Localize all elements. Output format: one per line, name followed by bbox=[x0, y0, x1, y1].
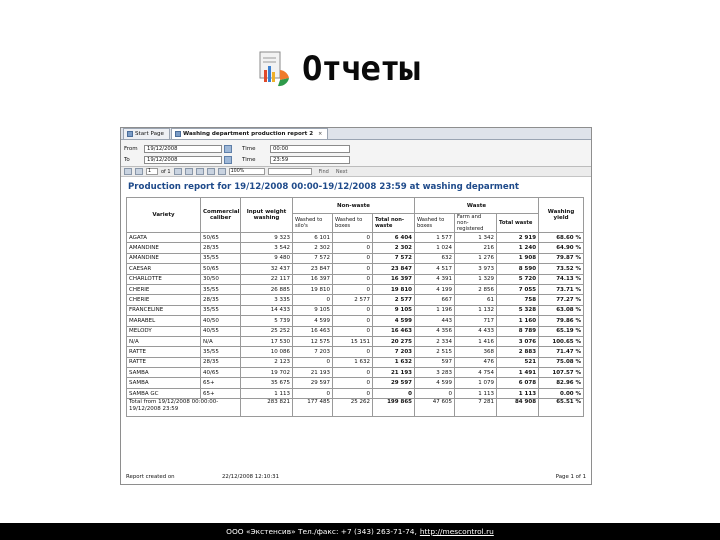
time-to-label: Time bbox=[242, 156, 256, 163]
table-cell: 1 113 bbox=[497, 388, 539, 398]
total-label: Total from 19/12/2008 00:00:00-19/12/2008 23:59 bbox=[127, 399, 241, 417]
table-cell: 1 329 bbox=[455, 274, 497, 284]
header-commercial-caliber: Commercial caliber bbox=[201, 198, 241, 233]
table-cell: CHERIE bbox=[127, 284, 201, 294]
table-cell: AMANDINE bbox=[127, 243, 201, 253]
table-cell: 10 086 bbox=[241, 347, 293, 357]
report-title: Production report for 19/12/2008 00:00-19/12/2008 23:59 at washing deparment bbox=[128, 182, 519, 192]
from-date-field[interactable]: 19/12/2008 bbox=[144, 145, 222, 153]
total-cell: 199 865 bbox=[373, 399, 415, 417]
table-cell: CHERIE bbox=[127, 295, 201, 305]
table-cell: 50/65 bbox=[201, 264, 241, 274]
table-cell: 26 885 bbox=[241, 284, 293, 294]
table-cell: 0 bbox=[333, 368, 373, 378]
next-link[interactable]: Next bbox=[335, 168, 348, 175]
from-label: From bbox=[124, 145, 138, 152]
table-cell: 1 276 bbox=[455, 253, 497, 263]
table-cell: 28/35 bbox=[201, 357, 241, 367]
table-cell: 1 024 bbox=[415, 243, 455, 253]
table-row bbox=[127, 274, 584, 284]
total-cell: 177 485 bbox=[293, 399, 333, 417]
table-cell: 35/55 bbox=[201, 284, 241, 294]
table-cell: 4 754 bbox=[455, 368, 497, 378]
table-cell: 1 632 bbox=[333, 357, 373, 367]
table-cell: 1 577 bbox=[415, 233, 455, 243]
table-cell: 4 391 bbox=[415, 274, 455, 284]
table-cell: 6 404 bbox=[373, 233, 415, 243]
table-cell: 107.57 % bbox=[539, 368, 584, 378]
table-cell: 0 bbox=[333, 388, 373, 398]
last-page-icon[interactable] bbox=[185, 168, 193, 175]
table-cell: 35/55 bbox=[201, 305, 241, 315]
table-cell: 40/65 bbox=[201, 368, 241, 378]
time-to-field[interactable]: 23:59 bbox=[270, 156, 350, 164]
next-page-icon[interactable] bbox=[174, 168, 182, 175]
table-cell: 476 bbox=[455, 357, 497, 367]
table-cell: 19 810 bbox=[293, 284, 333, 294]
table-cell: 61 bbox=[455, 295, 497, 305]
table-cell: 0 bbox=[293, 388, 333, 398]
table-cell: 16 397 bbox=[373, 274, 415, 284]
table-cell: 0 bbox=[333, 326, 373, 336]
slide-footer bbox=[0, 523, 720, 540]
total-cell: 65.51 % bbox=[539, 399, 584, 417]
table-cell: 3 542 bbox=[241, 243, 293, 253]
footer-text: ООО «Экстенсив» Тел./факс: +7 (343) 263-71-74, bbox=[226, 527, 417, 536]
table-cell: 9 480 bbox=[241, 253, 293, 263]
table-cell: 2 302 bbox=[373, 243, 415, 253]
calendar-icon[interactable] bbox=[224, 156, 232, 164]
table-cell: 0 bbox=[333, 284, 373, 294]
table-cell: 0 bbox=[293, 357, 333, 367]
header-total-nonwaste: Total non-waste bbox=[373, 214, 415, 233]
table-cell: 73.52 % bbox=[539, 264, 584, 274]
production-table bbox=[126, 197, 584, 417]
table-row bbox=[127, 284, 584, 294]
report-body bbox=[121, 177, 591, 417]
table-row bbox=[127, 357, 584, 367]
table-cell: 7 203 bbox=[293, 347, 333, 357]
table-row bbox=[127, 347, 584, 357]
table-row bbox=[127, 264, 584, 274]
table-cell: 4 599 bbox=[415, 378, 455, 388]
table-row bbox=[127, 378, 584, 388]
table-cell: 74.13 % bbox=[539, 274, 584, 284]
table-cell: 63.08 % bbox=[539, 305, 584, 315]
table-cell: 2 856 bbox=[455, 284, 497, 294]
table-cell: 0 bbox=[333, 264, 373, 274]
header-waste: Waste bbox=[415, 198, 539, 214]
table-cell: 1 491 bbox=[497, 368, 539, 378]
table-cell: 7 203 bbox=[373, 347, 415, 357]
slide-title bbox=[258, 44, 419, 94]
table-cell: 2 334 bbox=[415, 336, 455, 346]
table-cell: 632 bbox=[415, 253, 455, 263]
table-cell: MELODY bbox=[127, 326, 201, 336]
table-cell: 0 bbox=[293, 295, 333, 305]
table-cell: 3 076 bbox=[497, 336, 539, 346]
first-page-icon[interactable] bbox=[124, 168, 132, 175]
table-cell: 2 577 bbox=[333, 295, 373, 305]
table-cell: 7 572 bbox=[293, 253, 333, 263]
table-cell: N/A bbox=[201, 336, 241, 346]
table-cell: 77.27 % bbox=[539, 295, 584, 305]
header-total-waste: Total waste bbox=[497, 214, 539, 233]
table-cell: AGATA bbox=[127, 233, 201, 243]
created-label: Report created on bbox=[126, 474, 175, 480]
table-cell: RATTE bbox=[127, 357, 201, 367]
total-cell: 7 281 bbox=[455, 399, 497, 417]
table-cell: 79.86 % bbox=[539, 316, 584, 326]
header-waste-boxes: Washed to boxes bbox=[415, 214, 455, 233]
table-cell: 1 113 bbox=[455, 388, 497, 398]
page-number-field[interactable]: 1 bbox=[146, 168, 158, 175]
table-cell: 65.19 % bbox=[539, 326, 584, 336]
table-cell: CAESAR bbox=[127, 264, 201, 274]
table-cell: MARABEL bbox=[127, 316, 201, 326]
table-cell: 23 847 bbox=[373, 264, 415, 274]
table-cell: 4 599 bbox=[293, 316, 333, 326]
table-cell: 20 275 bbox=[373, 336, 415, 346]
table-cell: 1 240 bbox=[497, 243, 539, 253]
table-cell: 19 810 bbox=[373, 284, 415, 294]
created-date: 22/12/2008 12:10:31 bbox=[222, 474, 279, 480]
table-cell: 28/35 bbox=[201, 243, 241, 253]
table-cell: 65+ bbox=[201, 378, 241, 388]
table-cell: 28/35 bbox=[201, 295, 241, 305]
table-row bbox=[127, 243, 584, 253]
header-farm-nonregistered: Farm and non-registered bbox=[455, 214, 497, 233]
table-cell: 14 433 bbox=[241, 305, 293, 315]
table-cell: 3 973 bbox=[455, 264, 497, 274]
table-cell: 9 323 bbox=[241, 233, 293, 243]
table-cell: 216 bbox=[455, 243, 497, 253]
table-cell: 40/55 bbox=[201, 326, 241, 336]
page-icon bbox=[127, 131, 133, 137]
table-row bbox=[127, 233, 584, 243]
page-title: Отчеты bbox=[302, 49, 419, 89]
table-cell: 35/55 bbox=[201, 347, 241, 357]
table-cell: 3 335 bbox=[241, 295, 293, 305]
table-cell: 1 132 bbox=[455, 305, 497, 315]
table-cell: 16 463 bbox=[293, 326, 333, 336]
table-cell: RATTE bbox=[127, 347, 201, 357]
table-cell: 19 702 bbox=[241, 368, 293, 378]
table-cell: CHARLOTTE bbox=[127, 274, 201, 284]
tab-label: Start Page bbox=[135, 131, 164, 137]
table-cell: 16 397 bbox=[293, 274, 333, 284]
table-cell: 21 193 bbox=[373, 368, 415, 378]
table-cell: 4 599 bbox=[373, 316, 415, 326]
table-cell: FRANCELINE bbox=[127, 305, 201, 315]
print-icon[interactable] bbox=[207, 168, 215, 175]
table-cell: 4 356 bbox=[415, 326, 455, 336]
table-cell: 521 bbox=[497, 357, 539, 367]
table-row bbox=[127, 305, 584, 315]
table-cell: 0 bbox=[333, 347, 373, 357]
total-row bbox=[127, 399, 584, 417]
table-cell: 0.00 % bbox=[539, 388, 584, 398]
time-from-label: Time bbox=[242, 145, 256, 152]
table-cell: 1 160 bbox=[497, 316, 539, 326]
calendar-icon[interactable] bbox=[224, 145, 232, 153]
to-label: To bbox=[124, 156, 130, 163]
total-cell: 25 262 bbox=[333, 399, 373, 417]
table-cell: SAMBA bbox=[127, 368, 201, 378]
table-cell: 35 675 bbox=[241, 378, 293, 388]
table-cell: 29 597 bbox=[373, 378, 415, 388]
page-count: of 1 bbox=[161, 168, 171, 175]
table-cell: 1 079 bbox=[455, 378, 497, 388]
table-cell: 35/55 bbox=[201, 253, 241, 263]
table-cell: 597 bbox=[415, 357, 455, 367]
table-cell: 0 bbox=[373, 388, 415, 398]
table-cell: 6 101 bbox=[293, 233, 333, 243]
page-indicator: Page 1 of 1 bbox=[555, 474, 586, 480]
table-cell: 65+ bbox=[201, 388, 241, 398]
table-cell: 40/50 bbox=[201, 316, 241, 326]
table-cell: 0 bbox=[333, 305, 373, 315]
refresh-icon[interactable] bbox=[196, 168, 204, 175]
table-cell: 717 bbox=[455, 316, 497, 326]
table-cell: AMANDINE bbox=[127, 253, 201, 263]
table-cell: 8 789 bbox=[497, 326, 539, 336]
to-date-field[interactable]: 19/12/2008 bbox=[144, 156, 222, 164]
table-cell: 12 575 bbox=[293, 336, 333, 346]
table-cell: 1 632 bbox=[373, 357, 415, 367]
header-non-waste: Non-waste bbox=[293, 198, 415, 214]
table-cell: 6 078 bbox=[497, 378, 539, 388]
table-cell: 5 720 bbox=[497, 274, 539, 284]
tab-label: Washing department production report 2 bbox=[183, 131, 314, 137]
footer-link[interactable]: http://mescontrol.ru bbox=[419, 527, 494, 536]
table-cell: 0 bbox=[333, 233, 373, 243]
report-toolbar bbox=[121, 167, 591, 177]
table-cell: 71.47 % bbox=[539, 347, 584, 357]
table-cell: 1 416 bbox=[455, 336, 497, 346]
tab-start-page[interactable] bbox=[123, 128, 170, 139]
table-cell: 17 530 bbox=[241, 336, 293, 346]
table-cell: N/A bbox=[127, 336, 201, 346]
table-cell: 2 123 bbox=[241, 357, 293, 367]
table-row bbox=[127, 316, 584, 326]
report-icon bbox=[175, 131, 181, 137]
total-cell: 84 908 bbox=[497, 399, 539, 417]
table-cell: 1 113 bbox=[241, 388, 293, 398]
total-cell: 283 821 bbox=[241, 399, 293, 417]
table-cell: 1 196 bbox=[415, 305, 455, 315]
table-row bbox=[127, 253, 584, 263]
report-parameters bbox=[121, 140, 591, 167]
table-cell: 0 bbox=[333, 316, 373, 326]
header-washing-yield: Washing yield bbox=[539, 198, 584, 233]
table-cell: 667 bbox=[415, 295, 455, 305]
table-cell: 9 105 bbox=[373, 305, 415, 315]
table-cell: 368 bbox=[455, 347, 497, 357]
table-cell: 5 739 bbox=[241, 316, 293, 326]
table-cell: 79.87 % bbox=[539, 253, 584, 263]
table-cell: 2 883 bbox=[497, 347, 539, 357]
table-cell: 2 919 bbox=[497, 233, 539, 243]
table-cell: 1 908 bbox=[497, 253, 539, 263]
table-cell: 4 433 bbox=[455, 326, 497, 336]
table-cell: 0 bbox=[333, 253, 373, 263]
table-cell: 32 437 bbox=[241, 264, 293, 274]
table-cell: 23 847 bbox=[293, 264, 333, 274]
table-cell: 0 bbox=[333, 378, 373, 388]
time-from-field[interactable]: 00:00 bbox=[270, 145, 350, 153]
export-icon[interactable] bbox=[218, 168, 226, 175]
zoom-select[interactable]: 100% bbox=[229, 168, 265, 175]
table-cell: 0 bbox=[333, 243, 373, 253]
table-cell: 22 117 bbox=[241, 274, 293, 284]
table-row bbox=[127, 388, 584, 398]
table-cell: 4 517 bbox=[415, 264, 455, 274]
table-cell: 82.96 % bbox=[539, 378, 584, 388]
table-cell: 29 597 bbox=[293, 378, 333, 388]
tab-bar bbox=[121, 128, 591, 140]
table-row bbox=[127, 336, 584, 346]
table-cell: 758 bbox=[497, 295, 539, 305]
table-cell: 0 bbox=[333, 274, 373, 284]
table-cell: 3 283 bbox=[415, 368, 455, 378]
report-created-line bbox=[126, 474, 586, 480]
header-washed-boxes: Washed to boxes bbox=[333, 214, 373, 233]
table-cell: 73.71 % bbox=[539, 284, 584, 294]
header-washed-silo: Washed to silo's bbox=[293, 214, 333, 233]
table-cell: SAMBA GC bbox=[127, 388, 201, 398]
table-cell: 5 328 bbox=[497, 305, 539, 315]
table-cell: 75.08 % bbox=[539, 357, 584, 367]
header-input-weight: Input weight washing bbox=[241, 198, 293, 233]
table-cell: 443 bbox=[415, 316, 455, 326]
table-row bbox=[127, 295, 584, 305]
close-icon[interactable]: × bbox=[318, 131, 323, 137]
table-cell: 16 463 bbox=[373, 326, 415, 336]
table-cell: 15 151 bbox=[333, 336, 373, 346]
table-cell: 21 193 bbox=[293, 368, 333, 378]
table-row bbox=[127, 326, 584, 336]
table-cell: 2 515 bbox=[415, 347, 455, 357]
table-cell: 7 572 bbox=[373, 253, 415, 263]
table-cell: 9 105 bbox=[293, 305, 333, 315]
report-viewer-window bbox=[120, 127, 592, 485]
table-cell: 4 199 bbox=[415, 284, 455, 294]
table-cell: 1 342 bbox=[455, 233, 497, 243]
table-cell: 2 302 bbox=[293, 243, 333, 253]
table-cell: 50/65 bbox=[201, 233, 241, 243]
table-cell: 100.65 % bbox=[539, 336, 584, 346]
header-variety: Variety bbox=[127, 198, 201, 233]
table-cell: 30/50 bbox=[201, 274, 241, 284]
tab-washing-report[interactable] bbox=[171, 128, 328, 139]
table-cell: 64.90 % bbox=[539, 243, 584, 253]
table-cell: 2 577 bbox=[373, 295, 415, 305]
total-cell: 47 605 bbox=[415, 399, 455, 417]
find-link[interactable]: Find bbox=[318, 168, 329, 175]
report-document-icon bbox=[258, 50, 290, 88]
table-cell: 0 bbox=[415, 388, 455, 398]
prev-page-icon[interactable] bbox=[135, 168, 143, 175]
table-cell: 68.60 % bbox=[539, 233, 584, 243]
table-row bbox=[127, 368, 584, 378]
table-cell: 25 252 bbox=[241, 326, 293, 336]
table-cell: SAMBA bbox=[127, 378, 201, 388]
table-cell: 8 590 bbox=[497, 264, 539, 274]
table-cell: 7 055 bbox=[497, 284, 539, 294]
find-input[interactable] bbox=[268, 168, 312, 175]
